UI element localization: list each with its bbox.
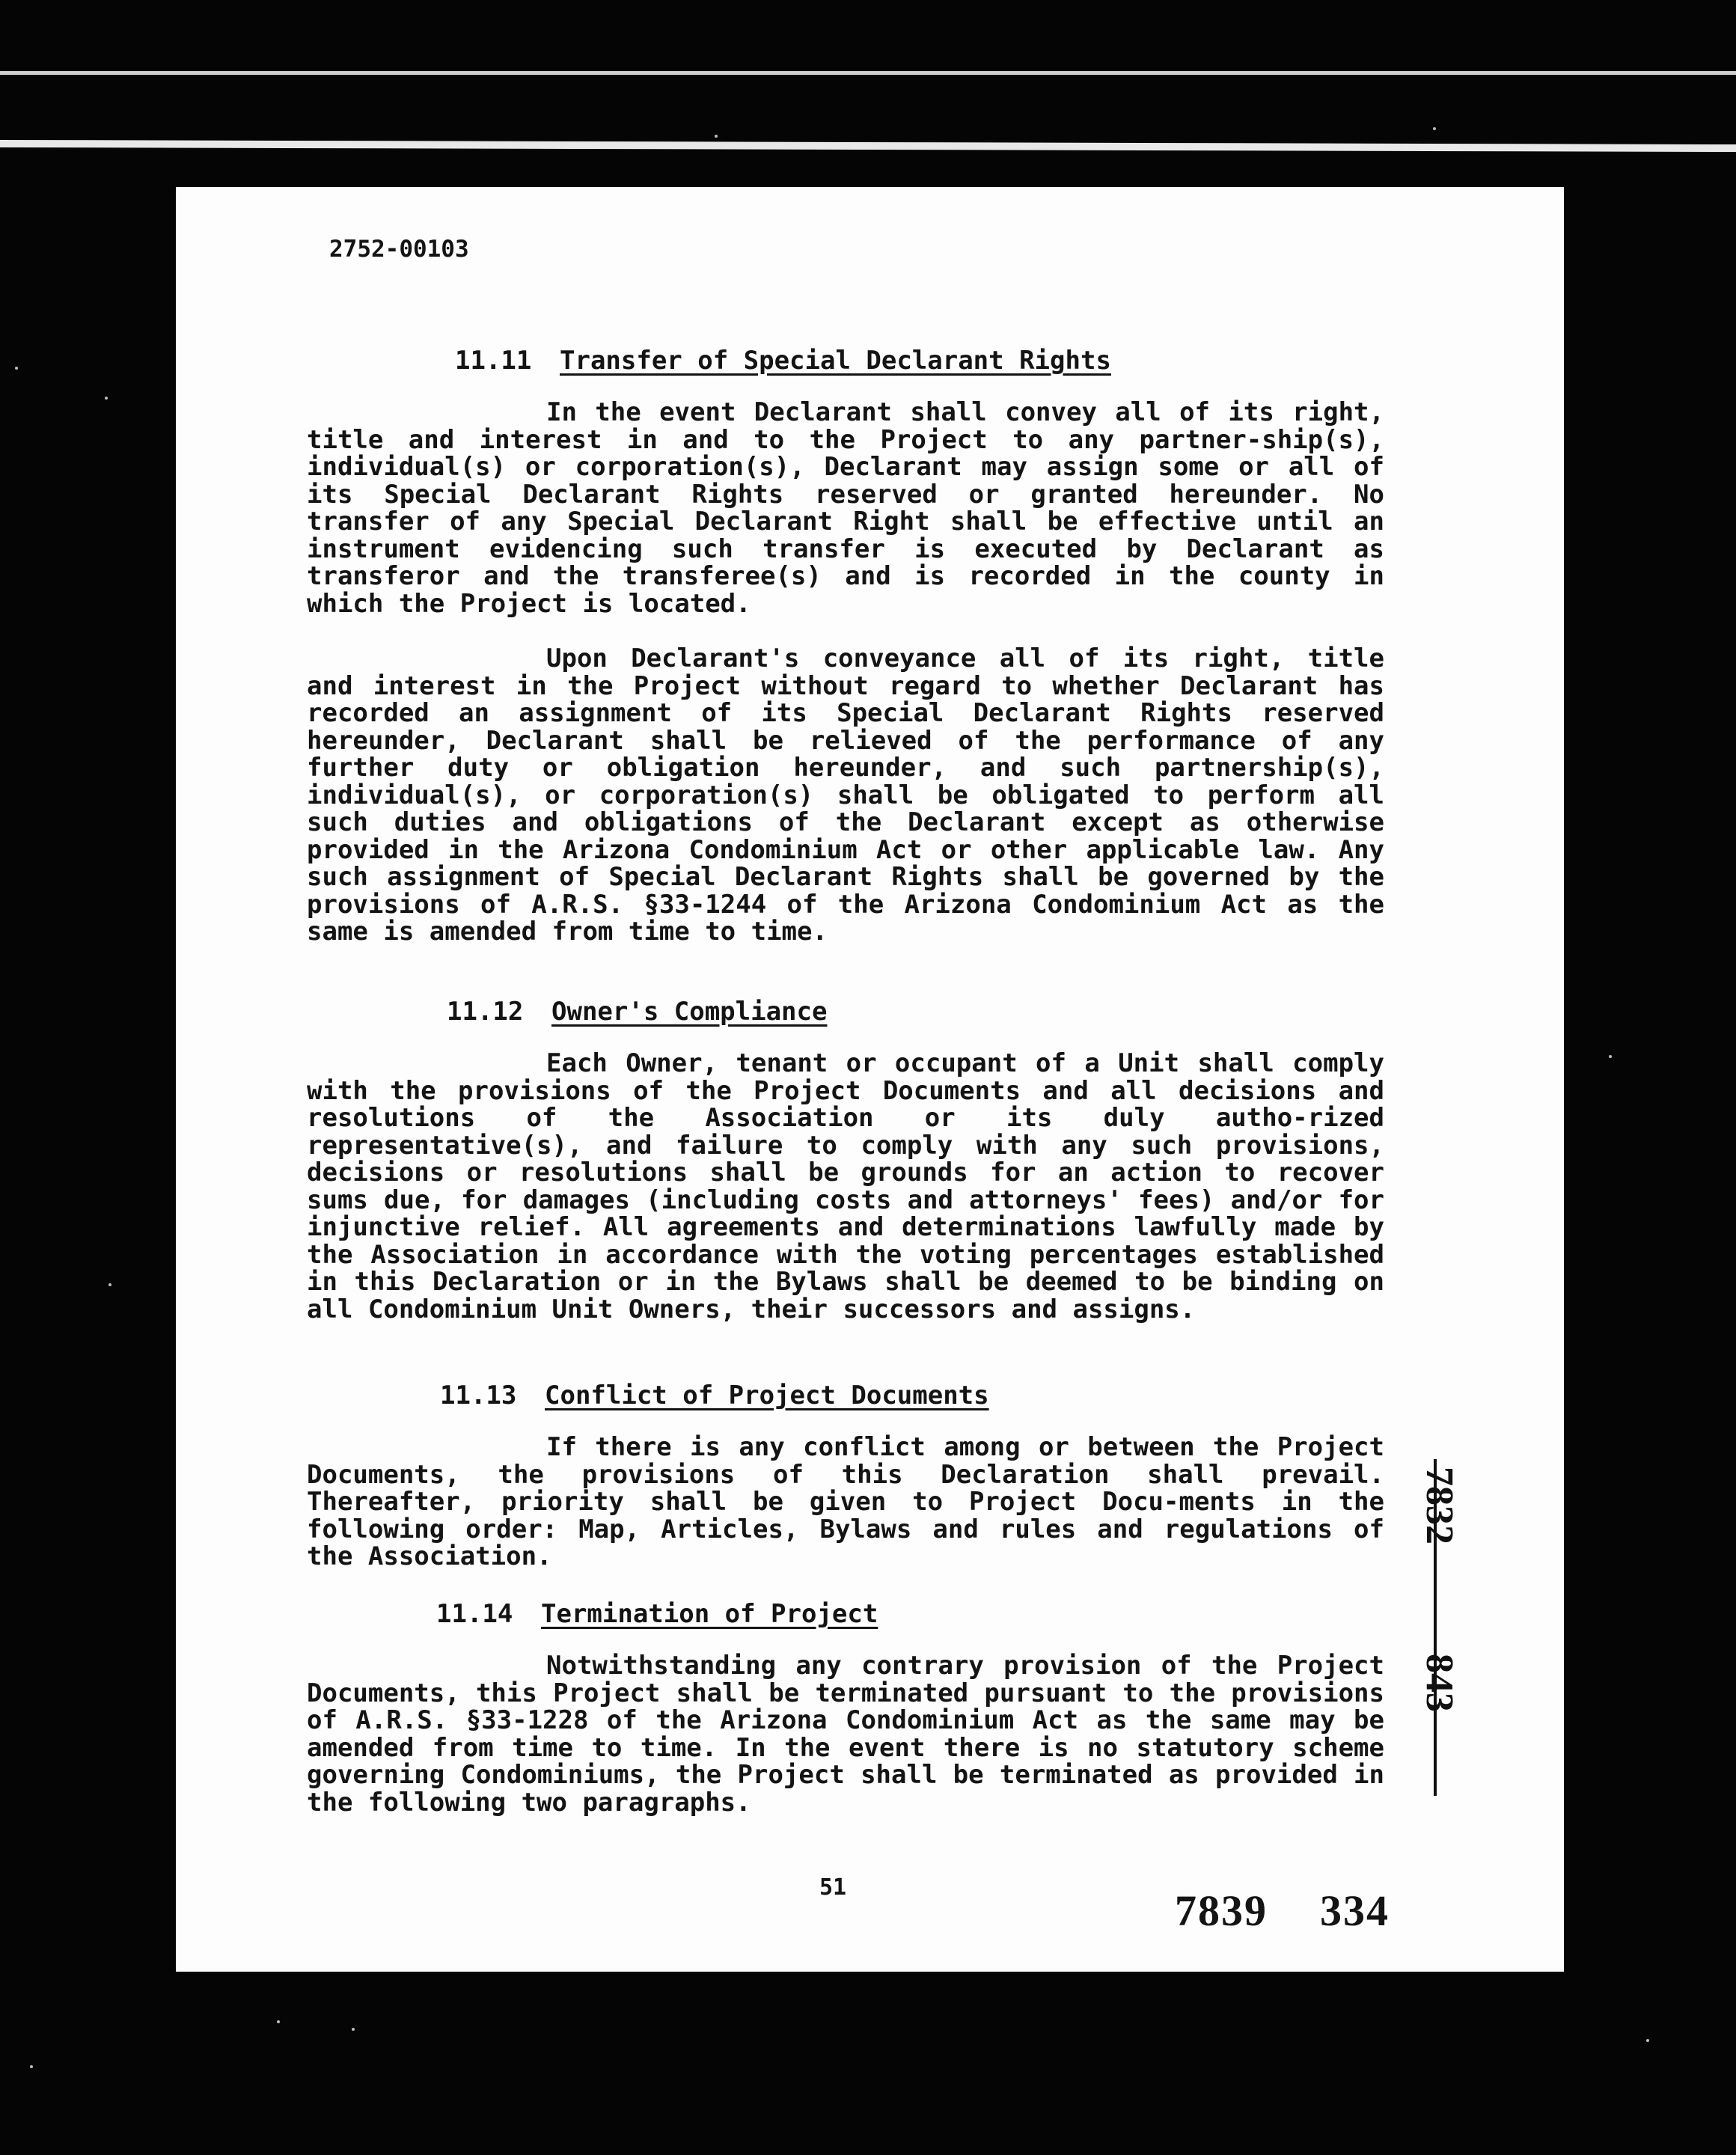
scan-edge-stripe bbox=[0, 140, 1736, 152]
recording-page: 334 bbox=[1320, 1886, 1390, 1935]
section-title: Termination of Project bbox=[541, 1599, 878, 1629]
margin-notation-upper: 7832 bbox=[1418, 1467, 1461, 1544]
section-number: 11.11 bbox=[455, 346, 532, 376]
section-number: 11.14 bbox=[436, 1599, 513, 1629]
paragraph-11-11-b: Upon Declarant's conveyance all of its right, title and interest in the Project without regard to whether Declarant has recorded an assignment of its Special Declarant Rights reserved hereunder, Declarant shall be relieved of the performance of any further duty or obligation hereunder, and such partnership(s), individual(s), or corporation(s) shall be obligated to perform all such duties and obligations of the Declarant except as otherwise provided in the Arizona Condominium Act or other applicable law. Any such assignment of Special Declarant Rights shall be governed by the provisions of A.R.S. §33-1244 of the Arizona Condominium Act as the same is amended from time to time. bbox=[307, 644, 1384, 947]
margin-notation-lower: 843 bbox=[1418, 1654, 1461, 1712]
section-title: Conflict of Project Documents bbox=[545, 1381, 989, 1410]
section-heading-11-14 bbox=[436, 1599, 878, 1629]
document-id: 2752-00103 bbox=[329, 236, 469, 263]
section-number: 11.13 bbox=[440, 1381, 517, 1410]
paragraph-11-13: If there is any conflict among or between the Project Documents, the provisions of this Declaration shall prevail. Thereafter, priority shall be given to Project Docu-ments in the following order: Map, Articles, Bylaws and rules and regulations of the Association. bbox=[307, 1432, 1384, 1571]
page-number: 51 bbox=[819, 1874, 847, 1901]
paragraph-11-12: Each Owner, tenant or occupant of a Unit shall comply with the provisions of the Project Documents and all decisions and resolutions of the Association or its duly autho-rized representative(s), and failure to comply with any such provisions, decisions or resolutions shall be grounds for an action to recover sums due, for damages (including costs and attorneys' fees) and/or for injunctive relief. All agreements and determinations lawfully made by the Association in accordance with the voting percentages established in this Declaration or in the Bylaws shall be deemed to be binding on all Condominium Unit Owners, their successors and assigns. bbox=[307, 1048, 1384, 1324]
recording-number bbox=[1175, 1886, 1390, 1936]
section-heading-11-13 bbox=[440, 1381, 989, 1410]
margin-strikethrough-notation bbox=[1409, 1452, 1461, 1803]
section-number: 11.12 bbox=[447, 997, 524, 1027]
section-heading-11-11 bbox=[455, 346, 1111, 376]
paragraph-11-14: Notwithstanding any contrary provision of the Project Documents, this Project shall be terminated pursuant to the provisions of A.R.S. §33-1228 of the Arizona Condominium Act as the same may be amended from time to time. In the event there is no statutory scheme governing Condominiums, the Project shall be terminated as provided in the following two paragraphs. bbox=[307, 1651, 1384, 1818]
recording-docket: 7839 bbox=[1175, 1886, 1268, 1935]
section-title: Transfer of Special Declarant Rights bbox=[560, 346, 1111, 376]
section-title: Owner's Compliance bbox=[551, 997, 828, 1027]
scan-edge-line bbox=[0, 71, 1736, 75]
document-page bbox=[176, 187, 1564, 1972]
section-heading-11-12 bbox=[447, 997, 827, 1027]
paragraph-11-11-a: In the event Declarant shall convey all of its right, title and interest in and to the Project to any partner-ship(s), individual(s) or corporation(s), Declarant may assign some or all of its Special Declarant Rights reserved or granted hereunder. No transfer of any Special Declarant Right shall be effective until an instrument evidencing such transfer is executed by Declarant as transferor and the transferee(s) and is recorded in the county in which the Project is located. bbox=[307, 397, 1384, 619]
